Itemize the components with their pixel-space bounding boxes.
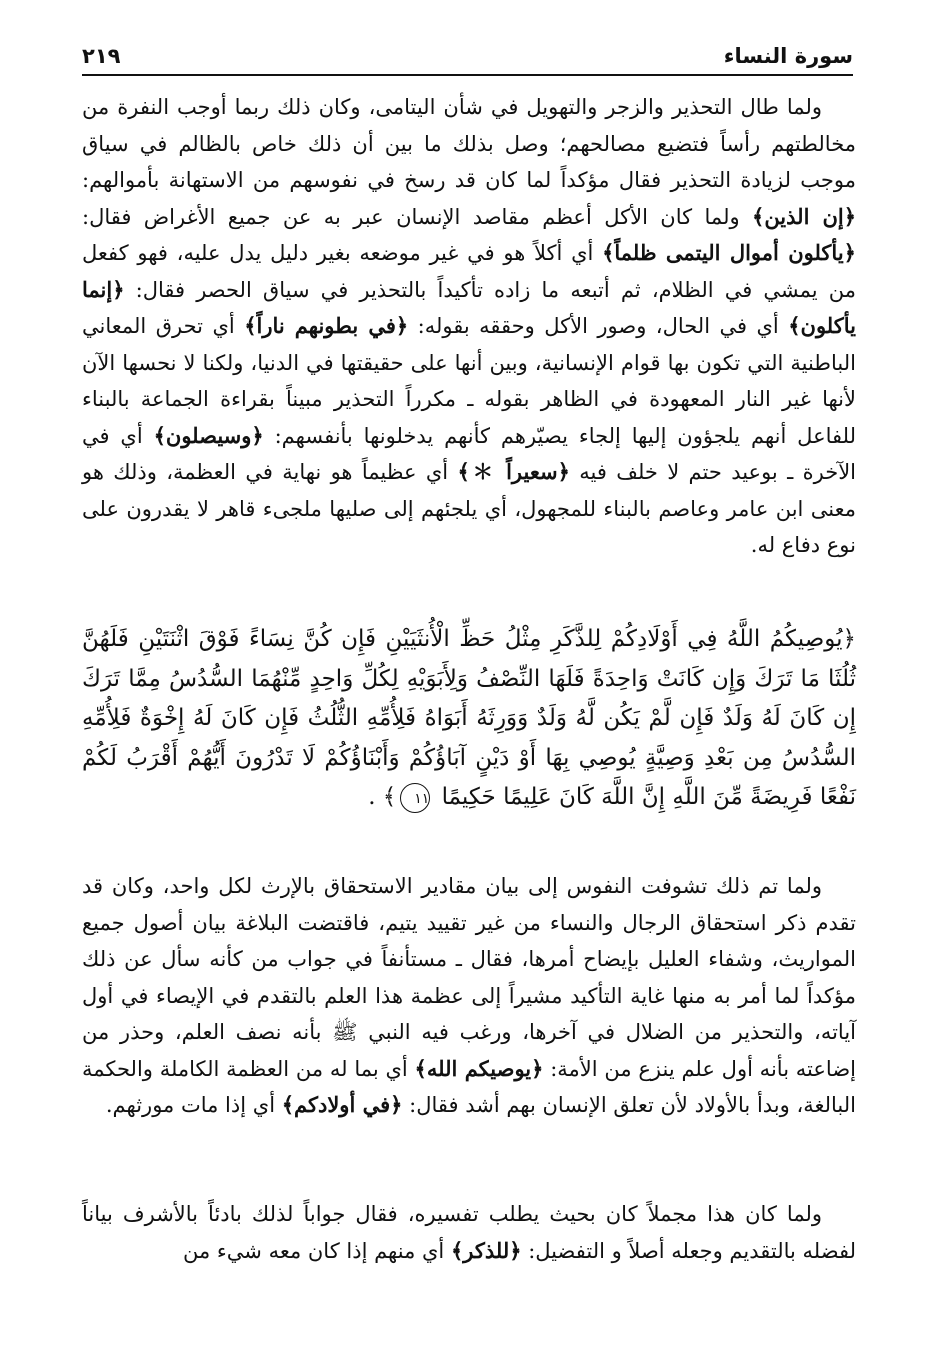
page-number: ٢١٩ bbox=[82, 44, 121, 68]
quoted-verse-fragment: ﴿إن الذين﴾ bbox=[752, 203, 857, 229]
verse-text: ﴿يُوصِيكُمُ اللَّهُ فِي أَوْلَادِكُمْ لِلذَّكَرِ مِثْلُ حَظِّ الْأُنثَيَيْنِ فَإِن كُنَّ نِسَاءً فَوْقَ اثْنَتَيْنِ فَلَهُنَّ ثُلُثَا مَا تَرَكَ وَإِن كَانَتْ وَاحِدَةً فَلَهَا النِّصْفُ وَلِأَبَوَيْهِ لِكُلِّ وَاحِدٍ مِّنْهُمَا السُّدُسُ مِمَّا تَرَكَ إِن كَانَ لَهُ وَلَدٌ فَإِن لَّمْ يَكُن لَّهُ وَلَدٌ وَوَرِثَهُ أَبَوَاهُ فَلِأُمِّهِ الثُّلُثُ فَإِن كَانَ لَهُ إِخْوَةٌ فَلِأُمِّهِ السُّدُسُ مِن بَعْدِ وَصِيَّةٍ يُوصِي بِهَا أَوْ دَيْنٍ آبَاؤُكُمْ وَأَبْنَاؤُكُمْ لَا تَدْرُونَ أَيُّهُمْ أَقْرَبُ لَكُمْ نَفْعًا فَرِيضَةً مِّنَ اللَّهِ إِنَّ اللَّهَ كَانَ عَلِيمًا حَكِيمًا bbox=[82, 626, 856, 810]
commentary-block-3 bbox=[82, 1196, 856, 1269]
quran-verse bbox=[82, 620, 856, 818]
text-segment: ولما تم ذلك تشوفت النفوس إلى بيان مقادير الاستحقاق بالإرث لكل واحد، وكان قد تقدم ذكر استحقاق الرجال والنساء من غير تقييد يتيم، فاقتضت البلاغة بيان أصول جميع المواريث، وشفاء العليل بإيضاح أمرها، فقال ـ مستأنفاً في جواب من كأنه سأل عن ذلك مؤكداً لما أمر به منها غاية التأكيد مشيراً إلى عظمة هذا العلم بالتقدم في الإيصاء في أول آياته، والتحذير من الضلال في آخرها، ورغب فيه النبي ﷺ بأنه نصف العلم، وحذر من إضاعته بأنه أول علم ينزع من الأمة: bbox=[82, 874, 856, 1081]
running-head bbox=[82, 34, 853, 72]
quran-verse-block bbox=[82, 620, 856, 818]
text-segment: أي في الحال، وصور الأكل وحققه بقوله: bbox=[408, 314, 789, 338]
commentary-block-2 bbox=[82, 868, 856, 1124]
text-segment: أي عظيماً هو نهاية في العظمة، وذلك هو معنى ابن عامر وعاصم بالبناء للمجهول، أي يلجئهم إلى صليها ملجىء قاهر لا يقدرون على نوع دفاع له. bbox=[82, 460, 856, 557]
text-segment: أي إذا مات مورثهم. bbox=[105, 1093, 282, 1117]
commentary-paragraph bbox=[82, 868, 856, 1124]
text-segment: أي منهم إذا كان معه شيء من bbox=[183, 1238, 451, 1263]
verse-closing-bracket: ﴾ . bbox=[368, 784, 397, 810]
text-segment: أي بما له من العظمة الكاملة والحكمة البالغة، وبدأ بالأولاد لأن تعلق الإنسان بهم أشد فقال: bbox=[82, 1056, 856, 1117]
quoted-verse-fragment: ﴿وسيصلون﴾ bbox=[153, 422, 264, 448]
surah-title: سورة النساء bbox=[723, 44, 853, 68]
quoted-verse-fragment: ﴿إنما يأكلون﴾ bbox=[82, 276, 856, 338]
header-rule bbox=[82, 74, 853, 76]
quoted-verse-fragment: ﴿سعيراً ＊﴾ bbox=[457, 459, 570, 484]
commentary-paragraph bbox=[82, 1196, 856, 1269]
text-segment: ولما طال التحذير والزجر والتهويل في شأن اليتامى، وكان ذلك ربما أوجب النفرة من مخالطتهم رأساً فتضيع مصالحهم؛ وصل بذلك ما بين أن ذلك خاص بالظالم في سياق موجب لزيادة التحذير فقال مؤكداً لما كان قد رسخ في نفوسهم من الاستهانة بأموالهم: bbox=[82, 95, 856, 192]
text-segment: أي أكلاً هو في غير موضعه بغير دليل يدل عليه، فهو كفعل من يمشي في الظلام، ثم أتبعه ما زاده تأكيداً بالتحذير في سياق الحصر فقال: bbox=[82, 241, 856, 302]
text-segment: أي تحرق المعاني الباطنية التي تكون بها قوام الإنسانية، وبين أنها على حقيقتها في الدنيا، ولكنا لا نحسها الآن لأنها غير النار المعهودة في الظاهر بقوله ـ مكرراً التحذير مبيناً بقراءة الجماعة بالبناء للفاعل أنهم يلجؤون إليها إلجاء يصيّرهم كأنهم يدخلونها بأنفسهم: bbox=[82, 314, 856, 448]
commentary-block-1 bbox=[82, 89, 856, 564]
ayah-number-marker: ١١ bbox=[400, 783, 430, 813]
quoted-verse-fragment: ﴿في أولادكم﴾ bbox=[281, 1092, 403, 1117]
text-segment: ولما كان الأكل أعظم مقاصد الإنسان عبر به عن جميع الأغراض فقال: bbox=[82, 204, 753, 229]
quoted-verse-fragment: ﴿للذكر﴾ bbox=[450, 1237, 522, 1263]
quoted-verse-fragment: ﴿يوصيكم الله﴾ bbox=[414, 1055, 544, 1081]
text-segment: أي في الآخرة ـ بوعيد حتم لا خلف فيه bbox=[82, 423, 856, 484]
text-segment: ولما كان هذا مجملاً كان بحيث يطلب تفسيره، فقال جواباً لذلك بادئاً بالأشرف بياناً لفضله بالتقديم وجعله أصلاً و التفضيل: bbox=[82, 1202, 856, 1263]
quoted-verse-fragment: ﴿في بطونهم ناراً﴾ bbox=[244, 313, 409, 338]
commentary-paragraph bbox=[82, 89, 856, 564]
quoted-verse-fragment: ﴿يأكلون أموال اليتمى ظلماً﴾ bbox=[602, 240, 856, 265]
